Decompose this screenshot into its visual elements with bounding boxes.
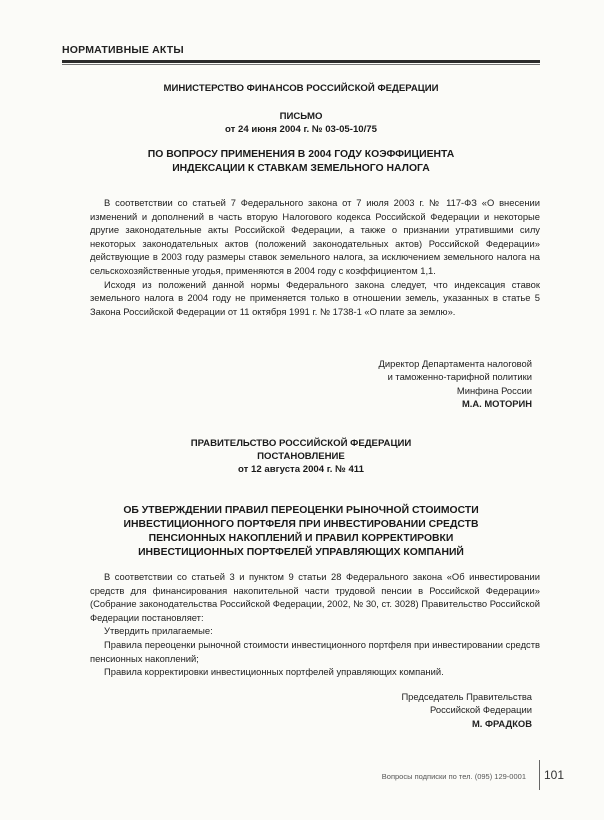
page-number: 101	[544, 768, 565, 782]
doc1-date: от 24 июня 2004 г. № 03-05-10/75	[225, 124, 377, 135]
doc2-title-line1: ОБ УТВЕРЖДЕНИИ ПРАВИЛ ПЕРЕОЦЕНКИ РЫНОЧНОЙ СТОИМОСТИ	[123, 505, 479, 516]
section-label: НОРМАТИВНЫЕ АКТЫ	[62, 44, 184, 56]
doc2-title-line2: ИНВЕСТИЦИОННОГО ПОРТФЕЛЯ ПРИ ИНВЕСТИРОВАНИИ СРЕДСТВ	[123, 519, 479, 530]
doc1-signature	[379, 357, 532, 411]
doc1-sig-line1: Директор Департамента налоговой	[378, 358, 532, 369]
header-rule-thin	[62, 64, 540, 65]
doc2-paragraph-4: Правила корректировки инвестиционных портфелей управляющих компаний.	[104, 666, 444, 678]
doc1-issuer: МИНИСТЕРСТВО ФИНАНСОВ РОССИЙСКОЙ ФЕДЕРАЦИИ	[163, 83, 439, 94]
doc2-type: ПОСТАНОВЛЕНИЕ	[257, 451, 345, 462]
doc1-sig-line2: и таможенно-тарифной политики	[387, 371, 532, 383]
doc2-title-line4: ИНВЕСТИЦИОННЫХ ПОРТФЕЛЕЙ УПРАВЛЯЮЩИХ КОМПАНИЙ	[138, 547, 464, 558]
doc2-body	[90, 570, 540, 679]
doc2-issuer: ПРАВИТЕЛЬСТВО РОССИЙСКОЙ ФЕДЕРАЦИИ	[190, 438, 412, 449]
doc2-signature	[401, 690, 532, 730]
doc2-date: от 12 августа 2004 г. № 411	[238, 464, 364, 475]
footer-divider	[539, 760, 540, 790]
doc2-sig-name: М. ФРАДКОВ	[471, 717, 532, 729]
doc1-type: ПИСЬМО	[279, 111, 323, 122]
doc1-title-line1: ПО ВОПРОСУ ПРИМЕНЕНИЯ В 2004 ГОДУ КОЭФФИЦИЕНТА	[147, 149, 455, 160]
doc2-paragraph-2: Утвердить прилагаемые:	[104, 625, 213, 637]
header-rule	[62, 60, 540, 63]
doc2-sig-line1: Председатель Правительства	[401, 691, 532, 702]
doc2-sig-line2: Российской Федерации	[430, 704, 532, 716]
doc1-title-line2: ИНДЕКСАЦИИ К СТАВКАМ ЗЕМЕЛЬНОГО НАЛОГА	[172, 163, 430, 174]
doc1-paragraph-1: В соответствии со статьей 7 Федерального закона от 7 июля 2003 г. № 117-ФЗ «О внесении изменений и дополнений в часть вторую Налогового кодекса Российской Федерации и некоторые другие законодательные акты Российской Федерации, а также о признании утратившими силу некоторых законодательных актов (положений законодательных актов) Российской Федерации» действующие в 2003 году размеры ставок земельного налога, за исключением земельного налога на сельскохозяйственные угодья, применяются в 2004 году с коэффициентом 1,1.	[90, 197, 540, 276]
doc1-paragraph-2: Исходя из положений данной нормы Федерального закона следует, что индексация ставок земельного налога в 2004 году не применяется только в отношении земель, указанных в статье 5 Закона Российской Федерации от 11 октября 1991 г. № 1738-1 «О плате за землю».	[90, 278, 540, 317]
doc2-title-line3: ПЕНСИОННЫХ НАКОПЛЕНИЙ И ПРАВИЛ КОРРЕКТИРОВКИ	[148, 533, 454, 544]
doc2-paragraph-1: В соответствии со статьей 3 и пунктом 9 статьи 28 Федерального закона «Об инвестировании средств для финансирования накопительной части трудовой пенсии в Российской Федерации» (Собрание законодательства Российской Федерации, 2002, № 30, ст. 3028) Правительство Российской Федерации постановляет:	[90, 571, 540, 623]
doc1-sig-line3: Минфина России	[456, 384, 532, 396]
doc1-sig-name: М.А. МОТОРИН	[461, 398, 532, 410]
footer-subscription: Вопросы подписки по тел. (095) 129-0001	[381, 772, 526, 781]
doc1-body	[90, 196, 540, 318]
doc2-paragraph-3: Правила переоценки рыночной стоимости инвестиционного портфеля при инвестировании средств пенсионных накоплений;	[90, 638, 540, 664]
